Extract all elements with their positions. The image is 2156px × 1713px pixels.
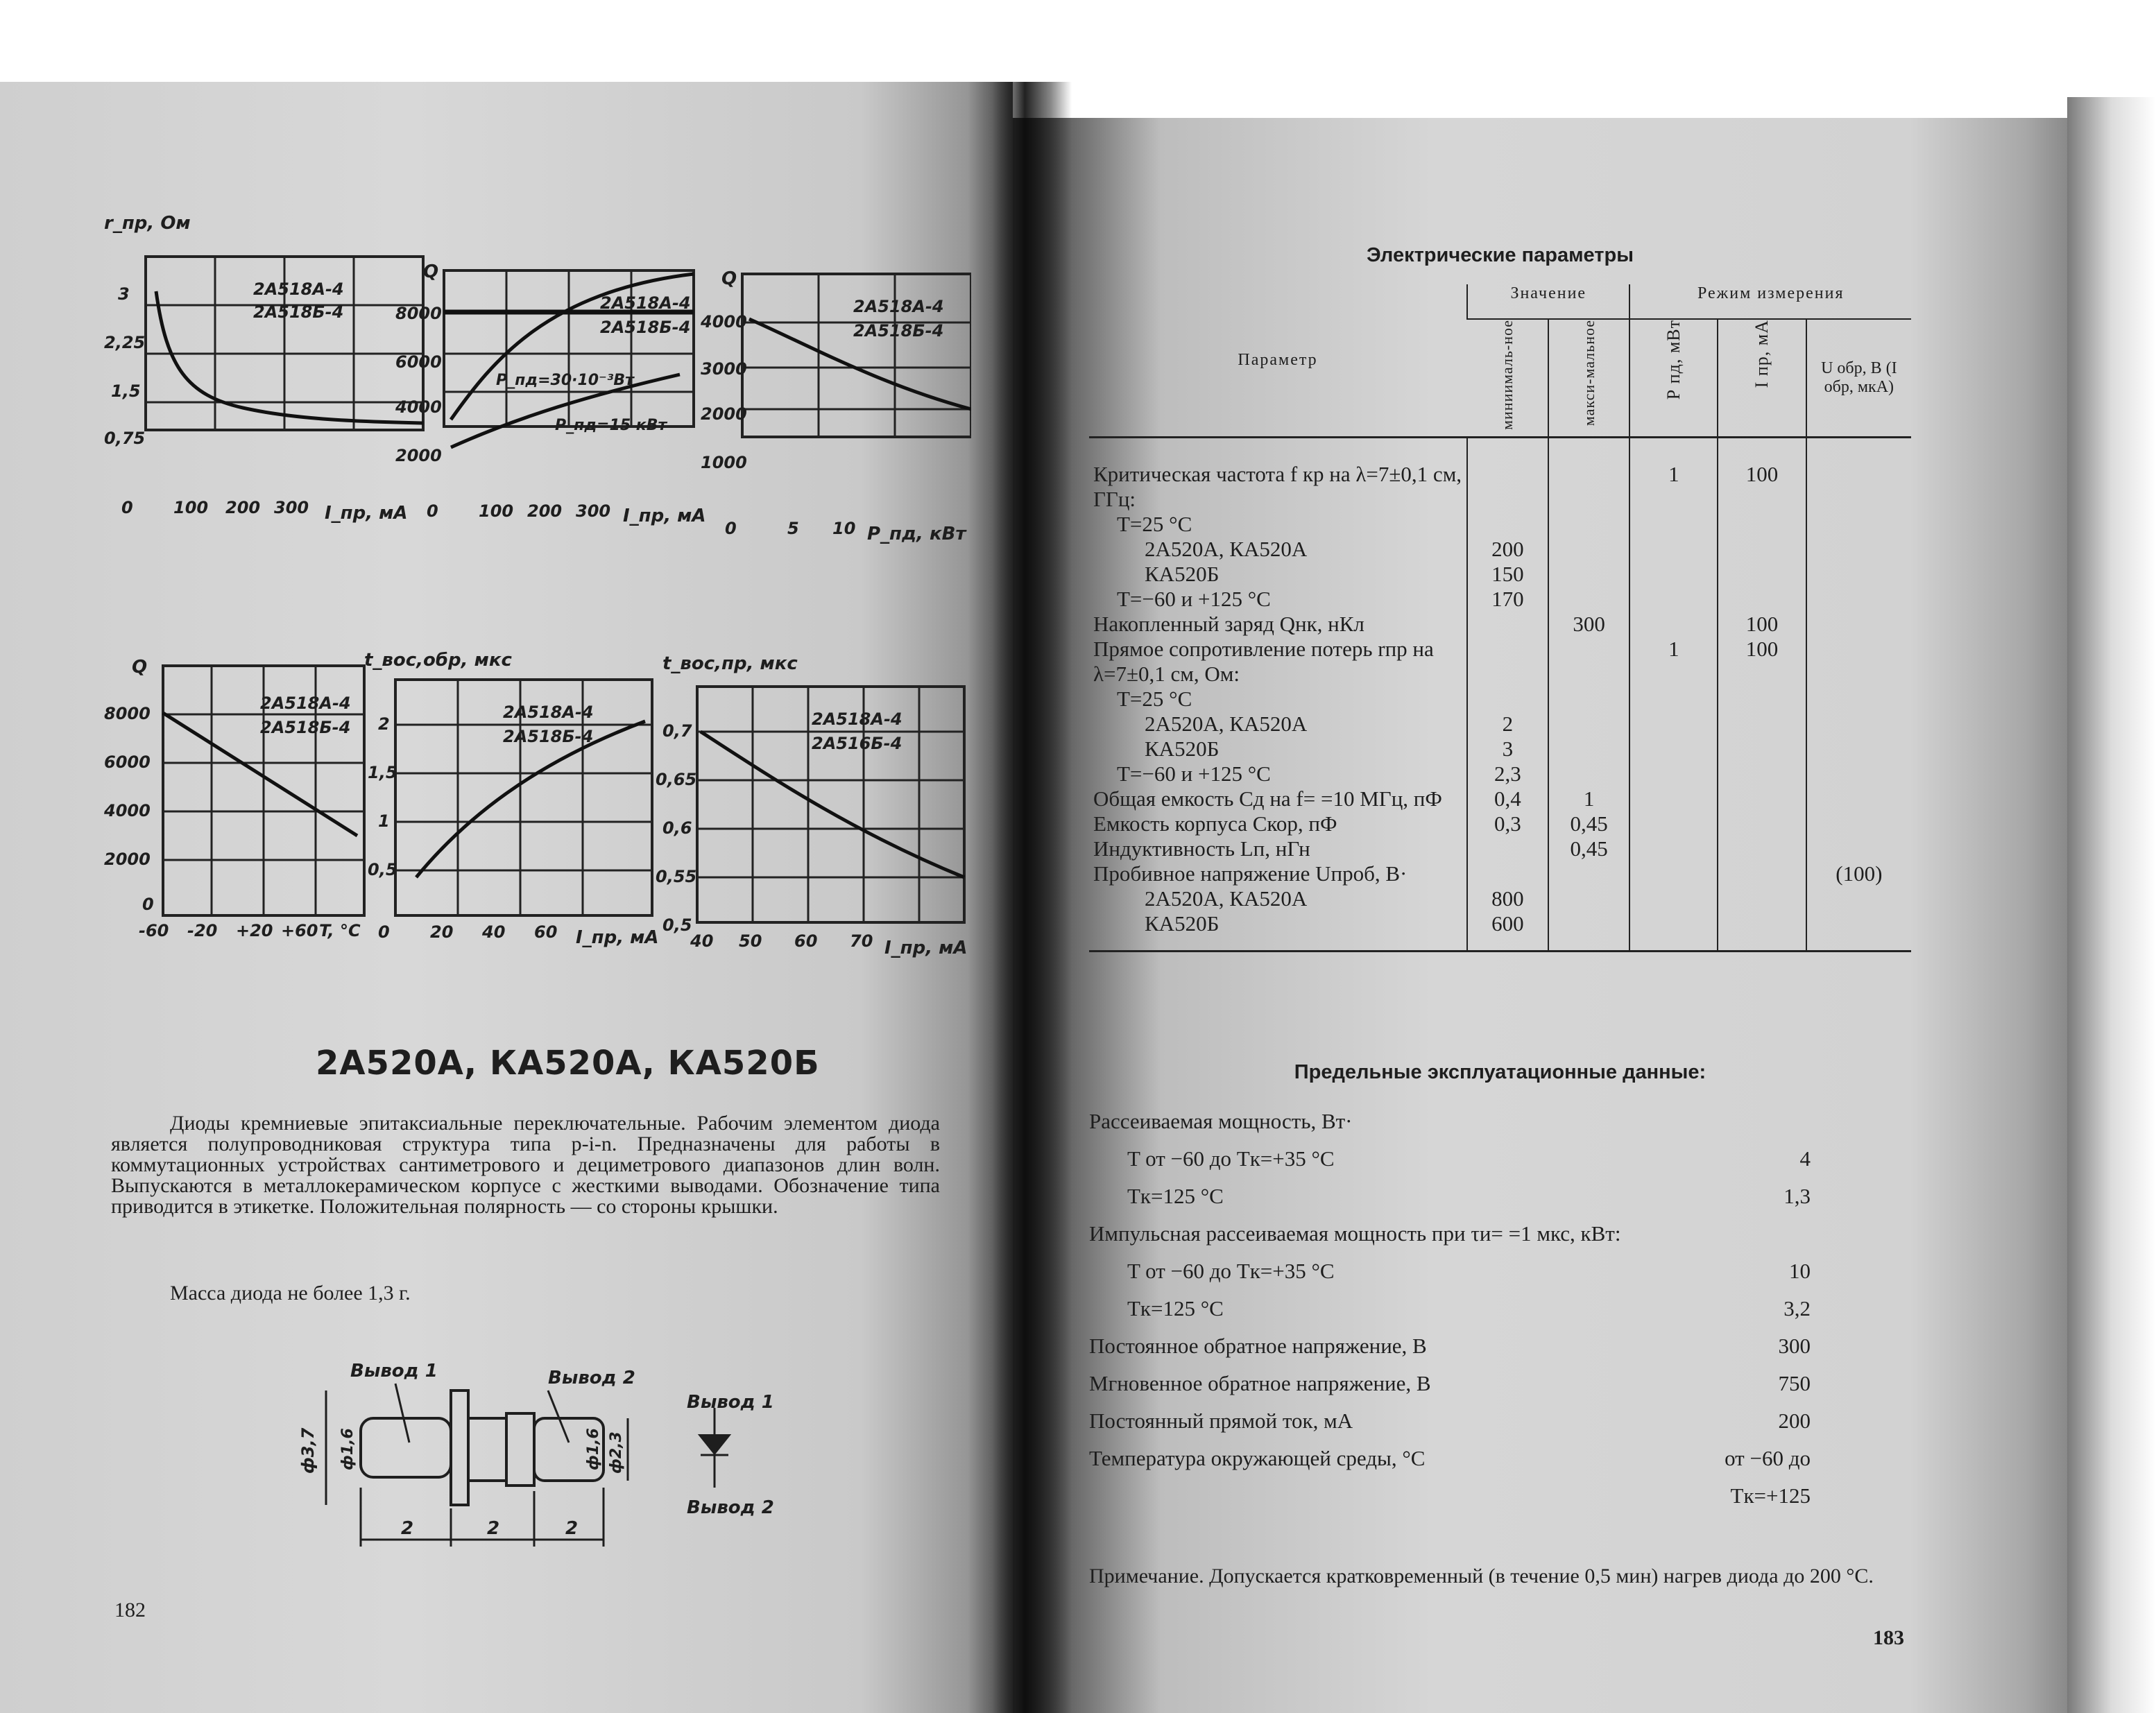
chart-2-ytick: 8000 xyxy=(395,304,442,323)
cell-max xyxy=(1548,861,1630,886)
lead-1-label: Вывод 1 xyxy=(350,1361,438,1381)
cell-min: 0,4 xyxy=(1467,786,1548,811)
chart-1-ytick: 0 xyxy=(121,498,133,517)
cell-param: T=25 °C xyxy=(1117,687,1192,711)
cell-min: 600 xyxy=(1467,911,1548,936)
chart-3-xtick: 10 xyxy=(832,519,856,538)
chart-4-ytick: 4000 xyxy=(104,801,151,820)
chart-2-ytick: 4000 xyxy=(395,397,442,417)
cell-i xyxy=(1718,861,1806,886)
cell-p xyxy=(1629,687,1718,712)
cell-min: 2,3 xyxy=(1467,761,1548,786)
limits-title: Предельные эксплуатационные данные: xyxy=(1294,1061,1706,1083)
cell-u xyxy=(1806,737,1911,761)
cell-max xyxy=(1548,761,1630,786)
charts-panel xyxy=(104,208,971,985)
dim-d16: ф1,6 xyxy=(339,1428,357,1470)
chart-6-ytick: 0,6 xyxy=(662,818,692,838)
table-row xyxy=(1089,687,1911,712)
chart-2-annotation-b: Р_пд=15 кВт xyxy=(555,417,667,434)
cell-i: 100 xyxy=(1718,462,1806,512)
chart-4-xtick: -60 xyxy=(139,921,169,940)
symbol-lead-2-label: Вывод 2 xyxy=(687,1497,774,1518)
cell-min xyxy=(1467,612,1548,637)
table-row xyxy=(1089,786,1911,811)
cell-param: T=−60 и +125 °C xyxy=(1117,761,1271,786)
chart-4-ytick: 2000 xyxy=(104,850,151,869)
cell-max xyxy=(1548,587,1630,612)
chart-4-xtick: +20 xyxy=(236,921,273,940)
cell-param: КА520Б xyxy=(1145,737,1220,761)
cell-u xyxy=(1806,537,1911,562)
chart-5-ylabel: t_вос,обр, мкс xyxy=(364,650,512,671)
device-heading: 2А520А, КА520А, КА520Б xyxy=(316,1044,820,1083)
cell-max xyxy=(1548,537,1630,562)
cell-param: T=25 °C xyxy=(1117,512,1192,536)
cell-param: Накопленный заряд Qнк, нКл xyxy=(1093,612,1364,636)
chart-1-ytick: 2,25 xyxy=(104,333,146,352)
cell-u xyxy=(1806,462,1911,512)
chart-6-xlabel: I_пр, мА xyxy=(884,938,968,958)
chart-4-legend-b: 2А518Б-4 xyxy=(260,718,351,737)
col-i-header: I пр, мА xyxy=(1752,320,1772,388)
chart-5-legend-a: 2А518А-4 xyxy=(503,703,594,722)
limit-label: Температура окружающей среды, °C xyxy=(1089,1446,1426,1470)
limit-value: от −60 до xyxy=(1725,1446,1811,1470)
chart-6-xtick: 60 xyxy=(794,931,818,951)
cell-min: 3 xyxy=(1467,737,1548,761)
cell-p xyxy=(1629,836,1718,861)
cell-i xyxy=(1718,786,1806,811)
chart-3-xlabel: Р_пд, кВт xyxy=(867,524,966,544)
table-row xyxy=(1089,562,1911,587)
table-row xyxy=(1089,512,1911,537)
limit-value: 200 xyxy=(1778,1409,1811,1433)
chart-1-ytick: 1,5 xyxy=(111,381,141,401)
chart-5-ytick: 0,5 xyxy=(368,860,397,879)
limit-row xyxy=(1089,1477,1915,1515)
cell-max xyxy=(1548,911,1630,936)
chart-2-legend-a: 2А518А-4 xyxy=(600,293,691,313)
chart-4-ytick: 0 xyxy=(142,895,154,914)
col-max-header: макси-мальное xyxy=(1580,320,1598,427)
chart-2 xyxy=(395,261,706,526)
cell-min: 200 xyxy=(1467,537,1548,562)
cell-u xyxy=(1806,512,1911,537)
cell-param: Общая емкость Cд на f= =10 МГц, пФ xyxy=(1093,786,1442,811)
cell-u xyxy=(1806,712,1911,737)
cell-max xyxy=(1548,737,1630,761)
table-row xyxy=(1089,712,1911,737)
table-row xyxy=(1089,861,1911,886)
cell-u xyxy=(1806,637,1911,687)
limit-row xyxy=(1089,1440,1915,1477)
chart-1-xtick: 300 xyxy=(274,498,309,517)
table-row xyxy=(1089,587,1911,612)
cell-max: 0,45 xyxy=(1548,836,1630,861)
limit-row xyxy=(1089,1215,1915,1253)
cell-i xyxy=(1718,712,1806,737)
cell-min: 170 xyxy=(1467,587,1548,612)
col-mode-header: Режим измерения xyxy=(1629,284,1911,319)
chart-4-ytick: 6000 xyxy=(104,752,151,772)
cell-i xyxy=(1718,811,1806,836)
chart-1-xlabel: I_пр, мА xyxy=(325,503,408,524)
chart-2-xtick: 100 xyxy=(479,501,514,521)
chart-3-ytick: 3000 xyxy=(701,359,747,379)
cell-max xyxy=(1548,562,1630,587)
cell-max xyxy=(1548,512,1630,537)
dim-d37: ф3,7 xyxy=(298,1427,318,1474)
cell-u xyxy=(1806,911,1911,936)
chart-3-ytick: 0 xyxy=(725,519,737,538)
cell-p xyxy=(1629,712,1718,737)
limit-label: Постоянное обратное напряжение, В xyxy=(1089,1334,1427,1358)
cell-param: Прямое сопротивление потерь rпр на λ=7±0,1 см, Ом: xyxy=(1093,637,1434,686)
cell-param: КА520Б xyxy=(1145,562,1220,586)
chart-3-ytick: 2000 xyxy=(701,404,747,424)
chart-1-xtick: 200 xyxy=(225,498,261,517)
cell-p xyxy=(1629,512,1718,537)
chart-6-legend-b: 2А516Б-4 xyxy=(812,734,902,753)
cell-param: Индуктивность Lп, нГн xyxy=(1093,836,1310,861)
chart-6-ytick: 0,5 xyxy=(662,915,692,935)
cell-p xyxy=(1629,537,1718,562)
cell-i xyxy=(1718,562,1806,587)
limit-label: Tк=125 °C xyxy=(1127,1296,1224,1320)
limit-value: 10 xyxy=(1789,1259,1811,1283)
note-text: Примечание. Допускается кратковременный (в течение 0,5 мин) нагрев диода до 200 °C. xyxy=(1089,1565,1874,1587)
col-min-header: миниималь-ное xyxy=(1498,320,1516,430)
table-row xyxy=(1089,637,1911,687)
cell-min xyxy=(1467,637,1548,687)
cell-u xyxy=(1806,836,1911,861)
limit-value: 300 xyxy=(1778,1334,1811,1358)
cell-max: 1 xyxy=(1548,786,1630,811)
chart-6-curve xyxy=(701,732,964,877)
dim-w1: 2 xyxy=(401,1518,414,1539)
limit-label: Импульсная рассеиваемая мощность при τи= =1 мкс, кВт: xyxy=(1089,1221,1621,1246)
description-paragraph: Диоды кремниевые эпитаксиальные переключательные. Рабочим элементом диода является полупроводниковая структура типа p-i-n. Предназначены для работы в коммутационных устройствах сантиметрового и дециметрового диапазонов длин волн. Выпускаются в металлокерамическом корпусе с жесткими выводами. Обозначение типа приводится в этикетке. Положительная полярность — со стороны крышки. xyxy=(111,1112,940,1218)
table-row xyxy=(1089,811,1911,836)
chart-4-legend-a: 2А518А-4 xyxy=(260,694,351,713)
cell-i xyxy=(1718,761,1806,786)
cell-p xyxy=(1629,861,1718,886)
cell-p xyxy=(1629,886,1718,911)
dim-w2: 2 xyxy=(487,1518,500,1539)
dim-d23: ф2,3 xyxy=(608,1431,625,1474)
chart-6-ytick: 0,55 xyxy=(656,867,697,886)
cell-i: 100 xyxy=(1718,612,1806,637)
cell-min xyxy=(1467,861,1548,886)
chart-1-legend-b: 2А518Б-4 xyxy=(253,302,344,322)
limit-value: 1,3 xyxy=(1783,1184,1811,1208)
limit-value: Tк=+125 xyxy=(1730,1483,1811,1508)
dim-d16b: ф1,6 xyxy=(585,1428,602,1470)
col-value-header: Значение xyxy=(1467,284,1629,319)
chart-4-ytick: 8000 xyxy=(104,704,151,723)
cell-param: КА520Б xyxy=(1145,911,1220,936)
table-body xyxy=(1089,437,1911,952)
electrical-parameters-table xyxy=(1089,284,1911,952)
cell-i xyxy=(1718,512,1806,537)
col-param-header: Параметр xyxy=(1089,284,1467,437)
chart-1-ylabel: r_пр, Ом xyxy=(104,213,191,234)
chart-3-xtick: 5 xyxy=(787,519,799,538)
chart-6-xtick: 40 xyxy=(690,931,714,951)
limit-row xyxy=(1089,1140,1915,1178)
cell-i xyxy=(1718,737,1806,761)
chart-6-ytick: 0,65 xyxy=(656,770,697,789)
chart-6-ylabel: t_вос,пр, мкс xyxy=(662,653,798,674)
chart-4 xyxy=(104,657,364,940)
chart-2-xlabel: I_пр, мА xyxy=(623,506,706,526)
table-title: Электрические параметры xyxy=(1367,244,1634,266)
chart-2-annotation-a: Р_пд=30·10⁻³Вт xyxy=(496,372,634,389)
chart-3-ytick: 1000 xyxy=(701,453,747,472)
cell-i xyxy=(1718,587,1806,612)
limit-label: T от −60 до Tк=+35 °C xyxy=(1127,1259,1335,1283)
chart-5-xtick: 40 xyxy=(482,922,506,942)
col-u-header: U обр, В (I обр, мкА) xyxy=(1806,319,1911,437)
cell-p xyxy=(1629,786,1718,811)
limit-row xyxy=(1089,1178,1915,1215)
cell-param: Емкость корпуса Cкор, пФ xyxy=(1093,811,1337,836)
chart-3-legend-a: 2А518А-4 xyxy=(853,297,944,316)
gutter-shadow xyxy=(968,82,1072,1713)
chart-1-legend-a: 2А518А-4 xyxy=(253,279,344,299)
left-page-number: 182 xyxy=(114,1599,146,1621)
chart-6-ytick: 0,7 xyxy=(662,721,692,741)
chart-2-ytick: 0 xyxy=(427,501,438,521)
cell-p xyxy=(1629,737,1718,761)
cell-p xyxy=(1629,911,1718,936)
symbol-lead-1-label: Вывод 1 xyxy=(687,1392,774,1413)
chart-2-legend-b: 2А518Б-4 xyxy=(600,318,691,337)
chart-5-xtick: 20 xyxy=(430,922,454,942)
limit-value: 3,2 xyxy=(1783,1296,1811,1320)
chart-5-xlabel: I_пр, мА xyxy=(576,927,659,948)
cell-min: 0,3 xyxy=(1467,811,1548,836)
cell-u: (100) xyxy=(1806,861,1911,886)
col-p-header: Р пд, мВт xyxy=(1663,320,1684,400)
cell-u xyxy=(1806,687,1911,712)
chart-1-xtick: 100 xyxy=(173,498,209,517)
table-row xyxy=(1089,761,1911,786)
limit-label: T от −60 до Tк=+35 °C xyxy=(1127,1146,1335,1171)
cell-min: 800 xyxy=(1467,886,1548,911)
cell-u xyxy=(1806,761,1911,786)
cell-param: 2А520А, КА520А xyxy=(1145,712,1308,736)
chart-5-ytick: 0 xyxy=(378,922,390,942)
chart-5-legend-b: 2А518Б-4 xyxy=(503,727,594,746)
chart-3-ytick: 4000 xyxy=(701,312,747,332)
limit-label: Мгновенное обратное напряжение, В xyxy=(1089,1371,1431,1395)
mass-paragraph: Масса диода не более 1,3 г. xyxy=(170,1282,411,1305)
limits-list xyxy=(1089,1103,1915,1515)
cell-min xyxy=(1467,462,1548,512)
chart-3-legend-b: 2А518Б-4 xyxy=(853,321,944,341)
cell-p: 1 xyxy=(1629,462,1718,512)
chart-4-ylabel: Q xyxy=(132,657,148,678)
cell-i xyxy=(1718,687,1806,712)
limit-row xyxy=(1089,1402,1915,1440)
table-row xyxy=(1089,462,1911,512)
table-row xyxy=(1089,936,1911,952)
cell-max xyxy=(1548,637,1630,687)
diode-outline-drawing xyxy=(271,1352,798,1588)
table-row xyxy=(1089,737,1911,761)
lead-2-label: Вывод 2 xyxy=(548,1368,635,1388)
cell-i xyxy=(1718,537,1806,562)
cell-i xyxy=(1718,886,1806,911)
cell-min xyxy=(1467,512,1548,537)
cell-max xyxy=(1548,687,1630,712)
chart-6 xyxy=(656,653,968,958)
chart-5-xtick: 60 xyxy=(534,922,558,942)
limit-label: Рассеиваемая мощность, Вт· xyxy=(1089,1109,1353,1133)
table-row xyxy=(1089,836,1911,861)
chart-3-ylabel: Q xyxy=(721,268,737,289)
limit-row xyxy=(1089,1365,1915,1402)
cell-u xyxy=(1806,811,1911,836)
cell-max xyxy=(1548,886,1630,911)
limit-row xyxy=(1089,1103,1915,1140)
cell-max xyxy=(1548,462,1630,512)
cell-i: 100 xyxy=(1718,637,1806,687)
cell-min: 150 xyxy=(1467,562,1548,587)
chart-5-ytick: 2 xyxy=(378,714,390,734)
cell-u xyxy=(1806,612,1911,637)
note-paragraph xyxy=(1089,1566,1911,1587)
chart-6-legend-a: 2А518А-4 xyxy=(812,709,902,729)
chart-5-ytick: 1 xyxy=(378,811,390,831)
cell-u xyxy=(1806,587,1911,612)
cell-p: 1 xyxy=(1629,637,1718,687)
cell-p xyxy=(1629,587,1718,612)
limit-row xyxy=(1089,1253,1915,1290)
cell-u xyxy=(1806,786,1911,811)
cell-min xyxy=(1467,687,1548,712)
table-row xyxy=(1089,537,1911,562)
chart-2-xtick: 200 xyxy=(527,501,563,521)
cell-i xyxy=(1718,911,1806,936)
limit-value: 4 xyxy=(1799,1146,1811,1171)
chart-4-xtick: +60 xyxy=(281,921,318,940)
chart-1-ytick: 0,75 xyxy=(104,429,146,448)
cell-param: T=−60 и +125 °C xyxy=(1117,587,1271,611)
cell-max: 0,45 xyxy=(1548,811,1630,836)
cell-param: Пробивное напряжение Uпроб, В· xyxy=(1093,861,1408,886)
chart-1-ytick: 3 xyxy=(118,284,130,304)
chart-4-xtick: -20 xyxy=(187,921,218,940)
cell-param: Критическая частота f кр на λ=7±0,1 см, ГГц: xyxy=(1093,462,1462,511)
limit-value: 750 xyxy=(1778,1371,1811,1395)
chart-1 xyxy=(104,213,423,524)
chart-5 xyxy=(364,650,659,948)
chart-2-ytick: 6000 xyxy=(395,352,442,372)
cell-p xyxy=(1629,811,1718,836)
chart-3 xyxy=(700,268,971,544)
limit-row xyxy=(1089,1327,1915,1365)
dim-w3: 2 xyxy=(565,1518,579,1539)
chart-5-ytick: 1,5 xyxy=(368,763,397,782)
chart-6-xtick: 50 xyxy=(739,931,762,951)
limit-label: Постоянный прямой ток, мА xyxy=(1089,1409,1353,1433)
chart-2-xtick: 300 xyxy=(576,501,611,521)
cell-param: 2А520А, КА520А xyxy=(1145,886,1308,911)
cell-u xyxy=(1806,886,1911,911)
cell-p xyxy=(1629,562,1718,587)
limit-row xyxy=(1089,1290,1915,1327)
cell-min xyxy=(1467,836,1548,861)
cell-max xyxy=(1548,712,1630,737)
table-row xyxy=(1089,911,1911,936)
chart-6-xtick: 70 xyxy=(850,931,873,951)
right-page-number: 183 xyxy=(1873,1626,1904,1649)
cell-max: 300 xyxy=(1548,612,1630,637)
limit-label: Tк=125 °C xyxy=(1127,1184,1224,1208)
book-edge xyxy=(2067,97,2156,1713)
cell-p xyxy=(1629,612,1718,637)
cell-u xyxy=(1806,562,1911,587)
chart-2-ytick: 2000 xyxy=(395,446,442,465)
cell-param: 2А520А, КА520А xyxy=(1145,537,1308,561)
table-row xyxy=(1089,886,1911,911)
chart-4-xlabel: T, °C xyxy=(319,921,361,940)
cell-p xyxy=(1629,761,1718,786)
chart-2-ylabel: Q xyxy=(423,261,439,282)
cell-i xyxy=(1718,836,1806,861)
cell-min: 2 xyxy=(1467,712,1548,737)
table-row xyxy=(1089,612,1911,637)
